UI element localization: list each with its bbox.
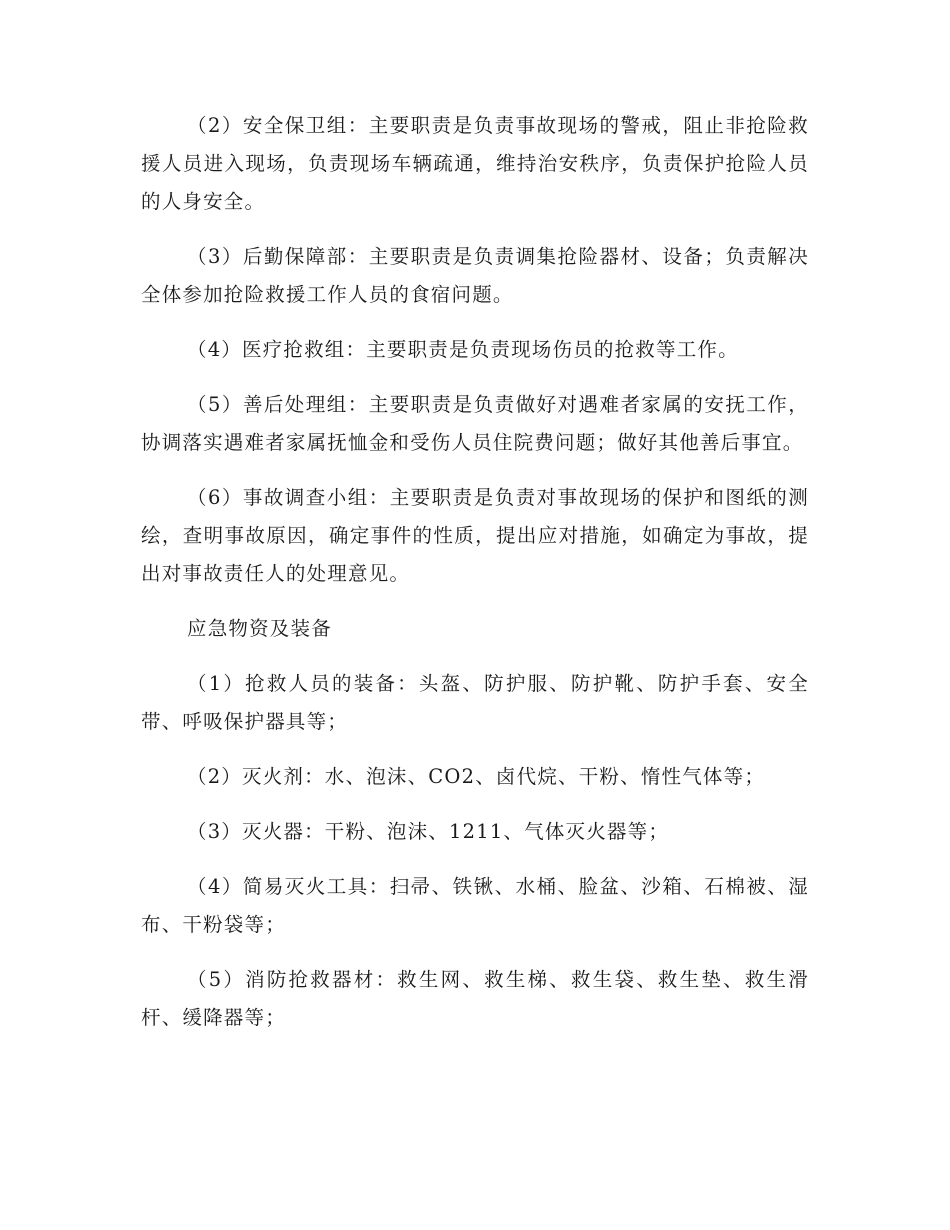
paragraph-logistics-dept: （3）后勤保障部：主要职责是负责调集抢险器材、设备；负责解决全体参加抢险救援工作人员的食宿问题。 <box>141 245 809 306</box>
paragraph-rescue-equipment: （5）消防抢救器材：救生网、救生梯、救生袋、救生垫、救生滑杆、缓降器等； <box>141 968 809 1029</box>
document-page <box>141 107 809 1054</box>
paragraph-aftermath-group: （5）善后处理组：主要职责是负责做好对遇难者家属的安抚工作，协调落实遇难者家属抚恤金和受伤人员住院费问题；做好其他善后事宜。 <box>141 393 809 454</box>
paragraph-rescuer-equipment: （1）抢救人员的装备：头盔、防护服、防护靴、防护手套、安全带、呼吸保护器具等； <box>141 672 809 733</box>
paragraph-medical-group: （4）医疗抢救组：主要职责是负责现场伤员的抢救等工作。 <box>187 338 739 361</box>
paragraph-simple-tools: （4）简易灭火工具：扫帚、铁锹、水桶、脸盆、沙箱、石棉被、湿布、干粉袋等； <box>141 875 809 936</box>
paragraph-investigation-group: （6）事故调查小组：主要职责是负责对事故现场的保护和图纸的测绘，查明事故原因，确定事件的性质，提出应对措施，如确定为事故，提出对事故责任人的处理意见。 <box>141 486 809 585</box>
paragraph-security-group: （2）安全保卫组：主要职责是负责事故现场的警戒，阻止非抢险救援人员进入现场，负责现场车辆疏通，维持治安秩序，负责保护抢险人员的人身安全。 <box>141 114 809 213</box>
section-heading-emergency-supplies: 应急物资及装备 <box>187 617 332 640</box>
paragraph-extinguishing-agents: （2）灭火剂：水、泡沫、CO2、卤代烷、干粉、惰性气体等； <box>187 765 766 788</box>
paragraph-extinguishers: （3）灭火器：干粉、泡沫、1211、气体灭火器等； <box>187 820 670 843</box>
